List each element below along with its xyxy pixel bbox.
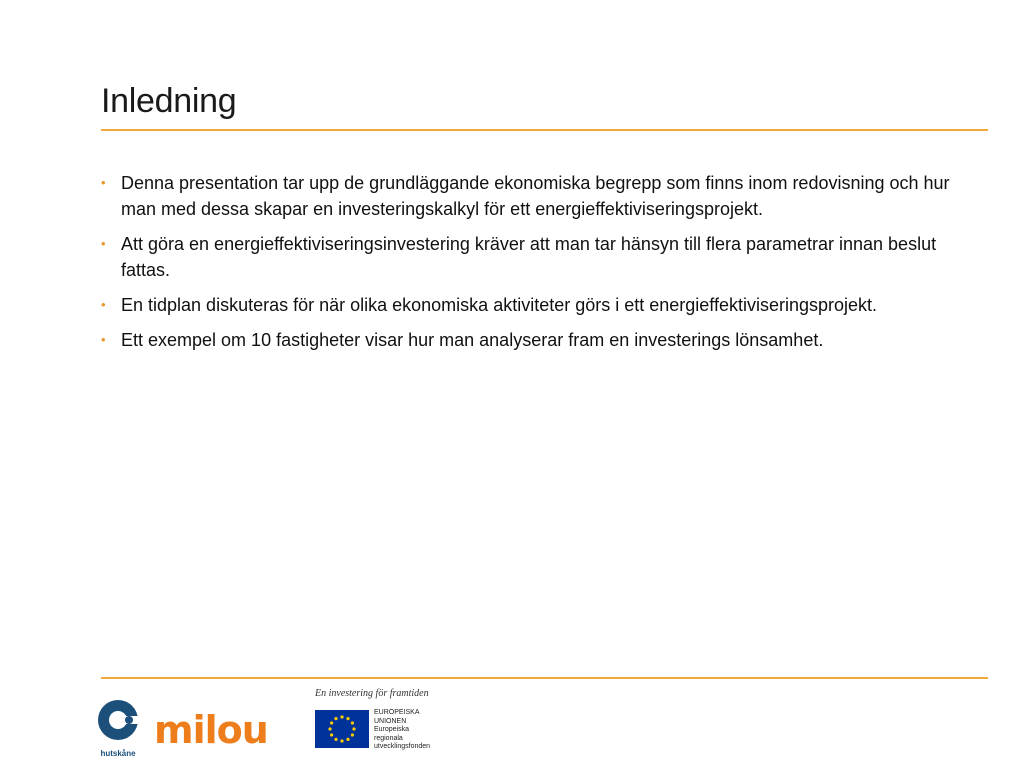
footer-divider	[101, 677, 988, 679]
title-divider	[101, 129, 988, 131]
hutskane-label: hutskåne	[100, 749, 136, 758]
milou-logo: milou	[154, 708, 268, 752]
eu-line: regionala	[374, 734, 403, 742]
bullet-icon: •	[101, 236, 106, 251]
bullet-list	[101, 170, 951, 362]
bullet-text: Denna presentation tar upp de grundläggande ekonomiska begrepp som finns inom redovisning och hur man med dessa skapar en investeringskalkyl för ett energieffektiviseringsprojekt.	[121, 173, 950, 219]
bullet-text: Ett exempel om 10 fastigheter visar hur man analyserar fram en investerings lönsamhet.	[121, 330, 824, 350]
bullet-text: En tidplan diskuteras för när olika ekonomiska aktiviteter görs i ett energieffektiviseringsprojekt.	[121, 295, 878, 315]
eu-label	[374, 709, 430, 752]
list-item	[101, 327, 951, 353]
eu-line: Europeiska	[374, 726, 410, 734]
hutskane-icon	[96, 694, 140, 750]
eu-flag-icon	[315, 710, 369, 748]
list-item	[101, 292, 951, 318]
slide-title: Inledning	[101, 82, 237, 120]
hutskane-logo	[96, 694, 140, 764]
footer	[0, 680, 1024, 768]
tagline: En investering för framtiden	[315, 688, 429, 699]
list-item	[101, 231, 951, 283]
bullet-icon: •	[101, 332, 106, 347]
eu-line: EUROPEISKA	[374, 709, 420, 716]
list-item	[101, 170, 951, 222]
bullet-icon: •	[101, 297, 106, 312]
eu-line: utvecklingsfonden	[374, 743, 431, 751]
bullet-text: Att göra en energieffektiviseringsinvestering kräver att man tar hänsyn till flera parametrar innan beslut fattas.	[121, 234, 937, 280]
eu-line: UNIONEN	[374, 717, 407, 725]
bullet-icon: •	[101, 175, 106, 190]
